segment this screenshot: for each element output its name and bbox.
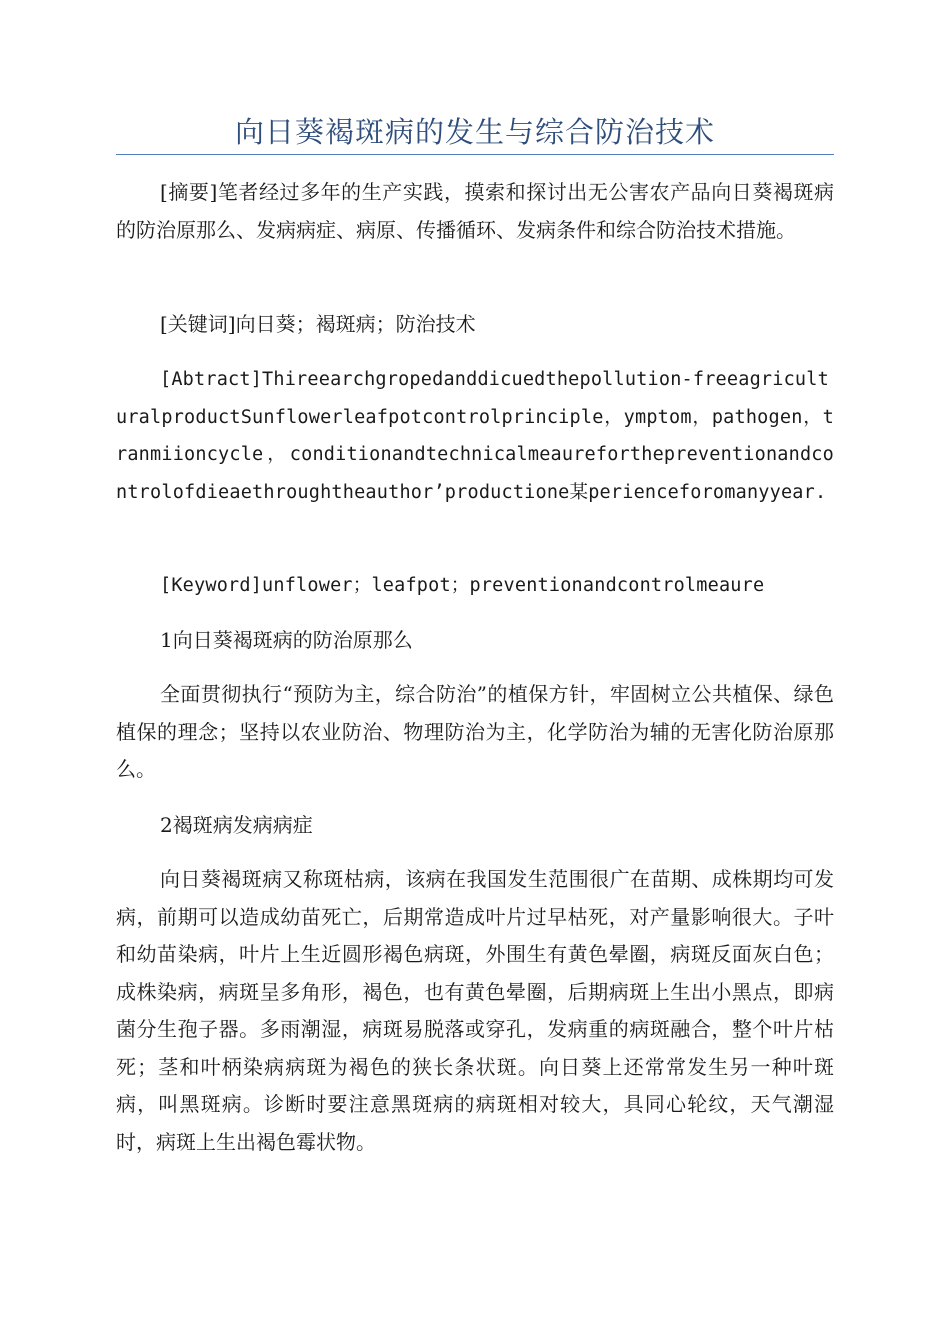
section-1-text: 全面贯彻执行“预防为主，综合防治”的植保方针，牢固树立公共植保、绿色植保的理念；坚持以农业防治、物理防治为主，化学防治为辅的无害化防治原那么。 (116, 682, 834, 781)
section-1-heading: 1向日葵褐斑病的防治原那么 (160, 628, 413, 652)
english-keywords-paragraph: [Keyword]unflower；leafpot；preventionandcontrolmeaure (160, 575, 765, 596)
document-title: 向日葵褐斑病的发生与综合防治技术 (234, 115, 715, 149)
section-2-heading: 2褐斑病发病病症 (160, 813, 313, 837)
abstract-paragraph: [摘要]笔者经过多年的生产实践，摸索和探讨出无公害农产品向日葵褐斑病的防治原那么、发病病症、病原、传播循环、发病条件和综合防治技术措施。 (116, 180, 834, 242)
title-underline (116, 154, 834, 155)
keywords-paragraph: [关键词]向日葵；褐斑病；防治技术 (160, 312, 476, 336)
english-abstract-paragraph: [Abtract]Thireearchgropedanddicuedthepollution-freeagriculturalproductSunflowerleafpotcontrolprinciple，ymptom，pathogen，tranmiioncycle，conditionandtechnicalmeaureforthepreventionandcontrolofdieaethroughtheauthor’productione某perienceforomanyyear. (116, 369, 834, 503)
section-2-text: 向日葵褐斑病又称斑枯病，该病在我国发生范围很广在苗期、成株期均可发病，前期可以造成幼苗死亡，后期常造成叶片过早枯死，对产量影响很大。子叶和幼苗染病，叶片上生近圆形褐色病斑，外围生有黄色晕圈，病斑反面灰白色；成株染病，病斑呈多角形，褐色，也有黄色晕圈，后期病斑上生出小黑点，即病菌分生孢子器。多雨潮湿，病斑易脱落或穿孔，发病重的病斑融合，整个叶片枯死；茎和叶柄染病病斑为褐色的狭长条状斑。向日葵上还常常发生另一种叶斑病，叫黑斑病。诊断时要注意黑斑病的病斑相对较大，具同心轮纹，天气潮湿时，病斑上生出褐色霉状物。 (116, 867, 834, 1154)
